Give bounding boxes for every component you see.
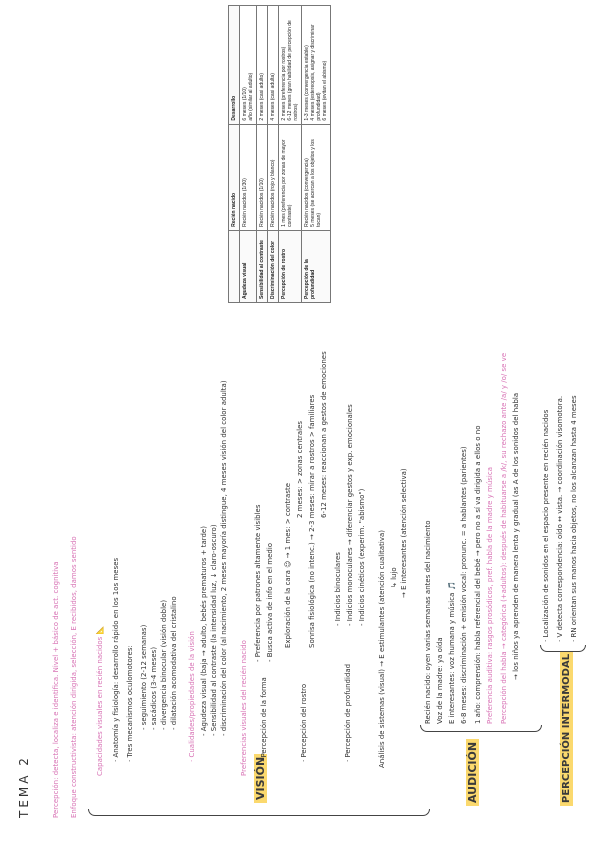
table-header-row: [229, 6, 240, 303]
table-cell: Recién nacidos (convergencia) 5 meses (se acercan a los objetos y los tocan): [302, 124, 331, 230]
audicion-item: Preferencia auditiva: rasgos prosódicos, pref. habla de la madre y música: [486, 466, 494, 724]
prof-item: - Indicios cinéticos (experim. "abismo"): [358, 488, 366, 626]
rostro-item: Sonrisa fisiológica (no intenc.) → 2-3 meses: mirar a rostros > familiares: [308, 394, 316, 648]
cal-item: - discriminación del color (al nacimiento, 2 meses mayoría distingue, 4 meses visión del color adulta): [220, 380, 228, 736]
audicion-item: E interesantes: voz humana y música 🎵: [448, 581, 456, 724]
cal-item: - Sensibilidad al contraste (la intensidad luz, ↓ claro-oscuro): [210, 524, 218, 736]
rostro-item: 6-12 meses: reaccionan a gestos de emociones: [320, 351, 328, 518]
table-cell: Recién nacidos (rojo y blanco): [268, 124, 279, 230]
table-row: [279, 6, 302, 303]
table-cell: 6 meses (1/10) año (similar al adulto): [240, 6, 257, 125]
vision-development-table: [228, 5, 331, 303]
prof-item: - Indicios monoculares → diferenciar gestos y exp. emocionales: [346, 404, 354, 626]
rostro-item: 2 meses: > zonas centrales: [296, 420, 304, 518]
table-row: [257, 6, 268, 303]
section-intermodal: PERCEPCIÓN INTERMODAL: [560, 651, 573, 806]
cal-item: - Agudeza visual (baja → adulto, bebés prematuros + tarde): [200, 526, 208, 736]
pref-forma-label: · Percepción de la forma: [260, 677, 268, 762]
cap-heading: Capacidades visuales en recién nacidos 📐: [96, 625, 104, 776]
table-row-label: Percepción de rostro: [279, 230, 302, 302]
table-header-cell: Desarrollo: [229, 6, 240, 125]
table-row-label: Sensibilidad al contraste: [257, 230, 268, 302]
rostro-item: Exploración de la cara ☺ → 1 mes: > contraste: [284, 482, 292, 648]
audicion-item: → los niños ya aprenden de manera lenta y gradual (as A de los sonidos del habla: [512, 392, 520, 680]
prof-item: - Indicios binoculares: [334, 552, 342, 626]
rostro-label: · Percepción del rostro: [300, 683, 308, 762]
percepcion-definition: Percepción: detecta, localiza e identifica. Nivel + básico de act. cognitiva: [52, 561, 60, 818]
table-header-cell: Recién nacido: [229, 124, 240, 230]
audicion-item: Percepción del habla → categórica (+adultos): después de habituarse a /k/, su rechazo ante /a/ y /o/ se ve: [500, 352, 508, 724]
table-cell: 1 mes (preferencia por zonas de mayor contraste): [279, 124, 302, 230]
audicion-item: Voz de la madre: ya oída: [436, 637, 444, 724]
mec-item: - seguimiento (2-12 semanas): [140, 624, 148, 730]
pref-forma-item: - Preferencia por patrones altamente visibles: [254, 504, 262, 662]
audicion-item: Recién nacido: oyen varias semanas antes del nacimiento: [424, 520, 432, 724]
intermodal-item: · Localización de sonidos en el espacio presente en recién nacidos: [542, 409, 550, 642]
table-row-label: Discriminación del color: [268, 230, 279, 302]
sistemas-line: Análisis de sistemas (visual) → E estimulantes (atención cualitativa): [378, 529, 386, 768]
sistemas-item: → E interesantes (atención selectiva): [400, 468, 408, 598]
mec-item: - dilatación acomodativa del cristalino: [170, 596, 178, 730]
table-cell: Recién nacidos (1/30): [240, 124, 257, 230]
pref-forma-item: - Busca activa de info en el medio: [266, 542, 274, 662]
intermodal-item: · V detecta correspondencia: oído ↔ vista. → coordinación visomotora.: [556, 395, 564, 642]
audicion-item: 6-8 meses: discriminación + emisión vocal: pronunc. = a hablantes (parientes): [460, 446, 468, 724]
cal-heading: · Cualidades/propiedades de la visión: [188, 631, 196, 762]
mec-heading: · Tres mecanismos oculomotores:: [126, 645, 134, 762]
anat-line: · Anatomía y fisiología: desarrollo rápido en los 1os meses: [112, 557, 120, 762]
intermodal-item: · RN orientan sus manos hacia objetos, no los alcanzan hasta 4 meses: [570, 395, 578, 642]
vision-brace: [88, 809, 430, 816]
mec-item: - divergencia binocular (visión doble): [160, 599, 168, 730]
page-title: TEMA 2: [17, 755, 31, 818]
enfoque-line: Enfoque constructivista: atención dirigida, selección, E recibidos, damos sentido: [70, 536, 78, 818]
audicion-brace: [420, 725, 542, 732]
table-cell: Recién nacidos (1/10): [257, 124, 268, 230]
table-cell: 2 meses (casi adulto): [257, 6, 268, 125]
table-row: [268, 6, 279, 303]
table-cell: 1-3 meses (convergencia estable) 4 meses (estereopsis, asignar y discriminar profundidad) 6 meses (evitan el abismo): [302, 6, 331, 125]
intermodal-brace: [540, 645, 586, 652]
sistemas-item: ↳ lujo: [390, 567, 398, 588]
prof-label: · Percepción de profundidad: [344, 663, 352, 762]
table-header-cell: [229, 230, 240, 302]
table-cell: 4 meses (casi adulta): [268, 6, 279, 125]
table-row-label: Agudeza visual: [240, 230, 257, 302]
mec-item: - sacádicos (3-4 meses): [150, 646, 158, 730]
table-row-label: Percepción de la profundidad: [302, 230, 331, 302]
table-row: [240, 6, 257, 303]
handwritten-notes: [0, 313, 600, 848]
table-row: [302, 6, 331, 303]
table-cell: 2 meses (preferencia por rostros) 6-12 meses (gran habilidad de percepción de rostros): [279, 6, 302, 125]
section-vision: VISIÓN: [254, 754, 267, 803]
section-audicion: AUDICIÓN: [466, 739, 479, 806]
audicion-item: 1 año: comprensión: habla referencial del bebé → pero no a sí va dirigida a ellos o no: [474, 425, 482, 724]
pref-heading: Preferencias visuales del recién nacido: [240, 640, 248, 776]
